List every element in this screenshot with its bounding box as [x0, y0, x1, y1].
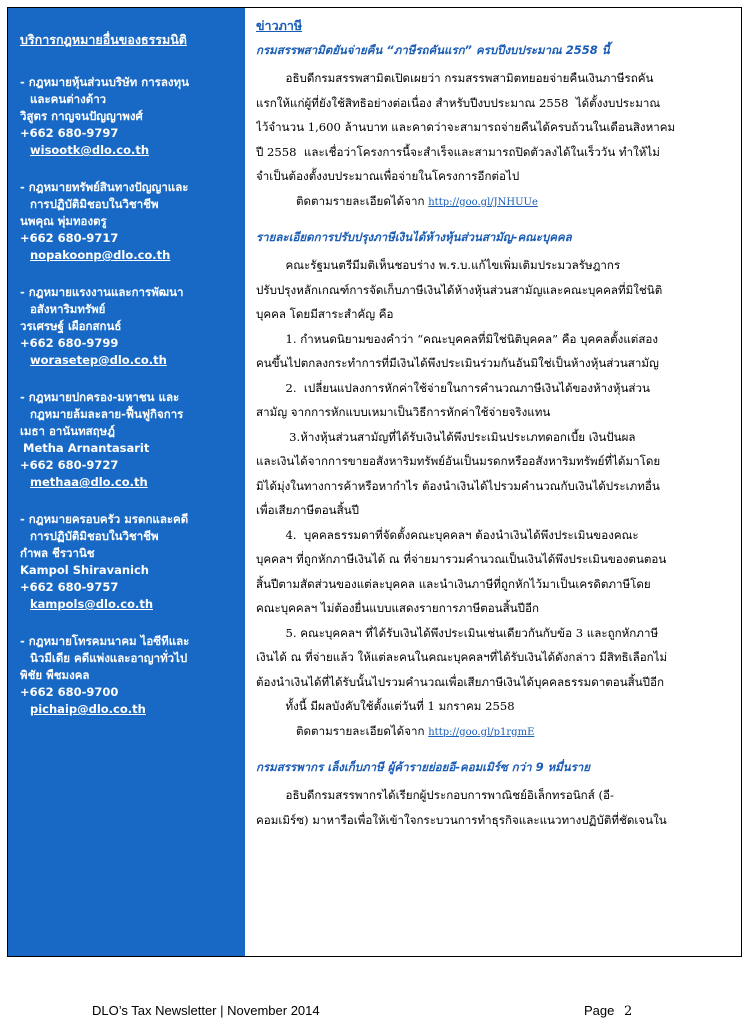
- article: [256, 42, 732, 215]
- paragraph-line: บุคคลฯ ที่ถูกหักภาษีเงินได้ ณ ที่จ่ายมารวมคำนวณเป็นเงินได้พึงประเมินของตนตอน: [256, 552, 667, 566]
- contact-line: - กฎหมายโทรคมนาคม ไอซีทีและ: [20, 634, 190, 648]
- contact-line: กำพล ชีรวานิช: [20, 546, 95, 560]
- contact-line: วรเศรษฐ์ เผือกสกนธ์: [20, 319, 122, 333]
- contact-entry: [20, 284, 235, 369]
- contact-line: อสังหาริมทรัพย์: [30, 302, 106, 316]
- contact-line: พิชัย พืชมงคล: [20, 668, 90, 682]
- contact-line: +662 680-9717: [20, 231, 119, 245]
- article-list: [256, 42, 732, 832]
- paragraph-line: แรกให้แก่ผู้ที่ยังใช้สิทธิอย่างต่อเนื่อง สำหรับปีงบประมาณ 2558 ได้ตั้งงบประมาณ: [256, 95, 661, 110]
- article-paragraph: [256, 783, 732, 832]
- paragraph-line: สามัญ จากการหักแบบเหมาเป็นวิธีการหักค่าใช้จ่ายจริงแทน: [256, 405, 551, 419]
- article-paragraph: [256, 523, 732, 621]
- article-paragraph: [256, 621, 732, 695]
- paragraph-line: 2. เปลี่ยนแปลงการหักค่าใช้จ่ายในการคำนวณภาษีเงินได้ของห้างหุ้นส่วน: [256, 380, 650, 395]
- paragraph-line: คณะบุคคลฯ ไม่ต้องยื่นแบบแสดงรายการภาษีตอนสิ้นปีอีก: [256, 601, 540, 615]
- contact-email-link[interactable]: worasetep@dlo.co.th: [30, 353, 167, 367]
- contact-line: - กฎหมายทรัพย์สินทางปัญญาและ: [20, 180, 189, 194]
- paragraph-line: ทั้งนี้ มีผลบังคับใช้ตั้งแต่วันที่ 1 มกราคม 2558: [256, 699, 515, 713]
- paragraph-line: ต้องนำเงินได้ที่ได้รับนั้นไปรวมคำนวณเพื่อเสียภาษีเงินได้บุคคลธรรมดาตอนสิ้นปีอีก: [256, 674, 665, 689]
- contact-line: นิวมีเดีย คดีแพ่งและอาญาทั่วไป: [30, 651, 188, 665]
- contact-lines: [20, 633, 235, 701]
- contact-email-link[interactable]: pichaip@dlo.co.th: [30, 702, 146, 716]
- source-link[interactable]: http://goo.gl/JNHUUe: [428, 196, 538, 208]
- contact-line: - กฎหมายหุ้นส่วนบริษัท การลงทุน: [20, 75, 189, 89]
- article-paragraph: [256, 253, 732, 327]
- paragraph-line: 4. บุคคลธรรมดาที่จัดตั้งคณะบุคคลฯ ต้องนำเงินได้พึงประเมินของคณะ: [256, 527, 639, 542]
- paragraph-line: ปรับปรุงหลักเกณฑ์การจัดเก็บภาษีเงินได้ห้างหุ้นส่วนสามัญและคณะบุคคลที่มิใช่นิติ: [256, 282, 663, 297]
- paragraph-line: อธิบดีกรมสรรพากรได้เรียกผู้ประกอบการพาณิชย์อิเล็กทรอนิกส์ (อี-: [256, 788, 614, 802]
- contact-line: และคนต่างด้าว: [30, 92, 107, 106]
- footer-page: [584, 1003, 632, 1019]
- contact-line: +662 680-9727: [20, 458, 119, 472]
- article-paragraph: [256, 694, 732, 719]
- article-paragraph: [256, 66, 732, 189]
- article-headline: กรมสรรพากร เล็งเก็บภาษี ผู้ค้ารายย่อยอี-คอมเมิร์ซ กว่า 9 หมื่นราย: [256, 760, 590, 774]
- contact-line: +662 680-9700: [20, 685, 119, 699]
- paragraph-line: ปี 2558 และเชื่อว่าโครงการนี้จะสำเร็จและสามารถปิดตัวลงได้ในเร็ววัน ทำให้ไม่: [256, 144, 660, 159]
- main-content: [246, 8, 740, 956]
- contact-line: Kampol Shiravanich: [20, 563, 149, 577]
- paragraph-line: 1. กำหนดนิยามของคำว่า “คณะบุคคลที่มิใช่นิติบุคคล” คือ บุคคลตั้งแต่สอง: [256, 331, 659, 346]
- contact-line: การปฏิบัติมิชอบในวิชาชีพ: [30, 197, 159, 211]
- contact-lines: [20, 284, 235, 352]
- contact-entry: [20, 511, 235, 613]
- paragraph-line: คนขึ้นไปตกลงกระทำการที่มีเงินได้พึงประเมินร่วมกันอันมิใช่เป็นห้างหุ้นส่วนสามัญ: [256, 356, 659, 370]
- article-paragraph: [256, 327, 732, 376]
- contact-line: +662 680-9797: [20, 126, 119, 140]
- footer-page-label: Page: [584, 1003, 615, 1018]
- contact-line: วิสูตร กาญจนปัญญาพงศ์: [20, 109, 143, 123]
- paragraph-line: คณะรัฐมนตรีมีมติเห็นชอบร่าง พ.ร.บ.แก้ไขเพิ่มเติมประมวลรัษฎากร: [256, 258, 621, 272]
- article-gap: [256, 745, 732, 755]
- paragraph-line: สิ้นปีตามสัดส่วนของแต่ละบุคคล และนำเงินภาษีที่ถูกหักไว้มาเป็นเครดิตภาษีโดย: [256, 576, 651, 591]
- contact-entry: [20, 389, 235, 491]
- paragraph-line: จำเป็นต้องตั้งงบประมาณเพื่อจ่ายในโครงการอีกต่อไป: [256, 169, 520, 183]
- article-headline: รายละเอียดการปรับปรุงภาษีเงินได้ห้างหุ้นส่วนสามัญ-คณะบุคคล: [256, 230, 572, 244]
- article-paragraph: [256, 376, 732, 425]
- contact-line: - กฎหมายปกครอง-มหาชน และ: [20, 390, 180, 404]
- contact-line: - กฎหมายครอบครัว มรดกและคดี: [20, 512, 189, 526]
- contact-entry: [20, 633, 235, 718]
- paragraph-line: มิได้มุ่งในทางการค้าหรือหากำไร ต้องนำเงินได้ไปรวมคำนวณกับเงินได้ประเภทอื่น: [256, 478, 660, 493]
- contact-line: - กฎหมายแรงงานและการพัฒนา: [20, 285, 184, 299]
- section-label: ข่าวภาษี: [256, 18, 303, 33]
- contact-line: การปฏิบัติมิชอบในวิชาชีพ: [30, 529, 159, 543]
- contact-lines: [20, 511, 235, 596]
- contact-line: Metha Arnantasarit: [23, 441, 150, 455]
- paragraph-line: บุคคล โดยมีสาระสำคัญ คือ: [256, 307, 394, 321]
- contact-email-link[interactable]: methaa@dlo.co.th: [30, 475, 148, 489]
- follow-text: ติดตามรายละเอียดได้จาก: [296, 193, 425, 208]
- follow-line: [256, 719, 732, 746]
- contact-line: นพคุณ พุ่มทองตรู: [20, 214, 107, 228]
- contact-lines: [20, 179, 235, 247]
- follow-line: [256, 189, 732, 216]
- paragraph-line: คอมเมิร์ซ) มาหารือเพื่อให้เข้าใจกระบวนการทำธุรกิจและแนวทางปฏิบัติที่ชัดเจนใน: [256, 812, 667, 827]
- contact-email-link[interactable]: nopakoonp@dlo.co.th: [30, 248, 171, 262]
- sidebar-title: บริการกฎหมายอื่นของธรรมนิติ: [20, 32, 187, 47]
- contact-line: +662 680-9799: [20, 336, 119, 350]
- contact-line: +662 680-9757: [20, 580, 119, 594]
- contact-line: เมธา อานันทสฤษฎ์: [20, 424, 115, 438]
- contact-list: [20, 74, 235, 718]
- paragraph-line: เพื่อเสียภาษีตอนสิ้นปี: [256, 503, 359, 517]
- source-link[interactable]: http://goo.gl/p1rgmE: [428, 726, 535, 738]
- article-headline: กรมสรรพสามิตยันจ่ายคืน “ภาษีรถคันแรก” ครบปีงบประมาณ 2558 นี้: [256, 43, 610, 57]
- follow-text: ติดตามรายละเอียดได้จาก: [296, 723, 425, 738]
- sidebar: [8, 8, 245, 956]
- paragraph-line: เงินได้ ณ ที่จ่ายแล้ว ให้แต่ละคนในคณะบุคคลฯที่ได้รับเงินได้ดังกล่าว มีสิทธิเลือกไม่: [256, 650, 668, 664]
- footer-page-number: 2: [624, 1004, 633, 1019]
- contact-entry: [20, 74, 235, 159]
- paragraph-line: และเงินได้จากการขายอสังหาริมทรัพย์อันเป็นมรดกหรืออสังหาริมทรัพย์ที่ได้มาโดย: [256, 454, 661, 468]
- paragraph-line: อธิบดีกรมสรรพสามิตเปิดเผยว่า กรมสรรพสามิตทยอยจ่ายคืนเงินภาษีรถคัน: [256, 71, 654, 85]
- article-gap: [256, 215, 732, 225]
- paragraph-line: 5. คณะบุคคลฯ ที่ได้รับเงินได้พึงประเมินเช่นเดียวกันกับข้อ 3 และถูกหักภาษี: [256, 625, 659, 640]
- contact-lines: [20, 74, 235, 142]
- footer-newsletter-title: DLO’s Tax Newsletter | November 2014: [92, 1003, 320, 1018]
- contact-email-link[interactable]: kampols@dlo.co.th: [30, 597, 154, 611]
- article-paragraph: [256, 425, 732, 523]
- contact-email-link[interactable]: wisootk@dlo.co.th: [30, 143, 150, 157]
- article: [256, 745, 732, 832]
- article: [256, 215, 732, 745]
- contact-entry: [20, 179, 235, 264]
- paragraph-line: ไว้จำนวน 1,600 ล้านบาท และคาดว่าจะสามารถจ่ายคืนได้ครบถ้วนในเดือนสิงหาคม: [256, 120, 676, 134]
- contact-lines: [20, 389, 235, 474]
- paragraph-line: 3.ห้างหุ้นส่วนสามัญที่ได้รับเงินได้พึงประเมินประเภทดอกเบี้ย เงินปันผล: [256, 429, 636, 444]
- contact-line: กฎหมายล้มละลาย-ฟื้นฟูกิจการ: [30, 407, 184, 421]
